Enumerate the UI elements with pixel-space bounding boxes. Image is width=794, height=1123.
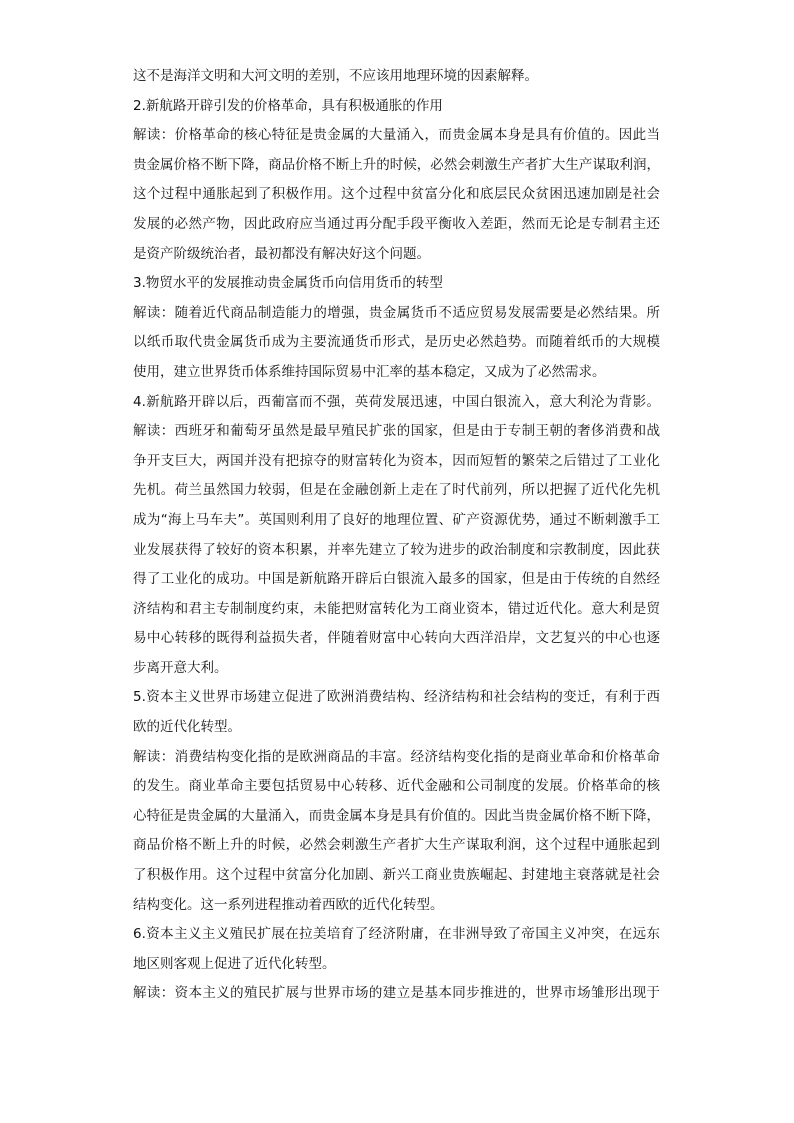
text-line: 心特征是贵金属的大量涌入，而贵金属本身是具有价值的。因此当贵金属价格不断下降， bbox=[133, 807, 660, 824]
text-line: 商品价格不断上升的时候，必然会刺激生产者扩大生产谋取利润，这个过程中通胀起到 bbox=[133, 837, 660, 854]
text-line: 使用，建立世界货币体系维持国际贸易中汇率的基本稳定，又成为了必然需求。 bbox=[133, 363, 606, 380]
text-line: 是资产阶级统治者，最初都没有解决好这个问题。 bbox=[133, 245, 430, 262]
text-line: 的发生。商业革命主要包括贸易中心转移、近代金融和公司制度的发展。价格革命的核 bbox=[133, 778, 660, 795]
text-line: 解读：资本主义的殖民扩展与世界市场的建立是基本同步推进的，世界市场雏形出现于 bbox=[133, 985, 660, 1002]
section-heading-5-cont: 欧的近代化转型。 bbox=[133, 719, 241, 736]
document-body bbox=[133, 62, 660, 1009]
text-line: 步离开意大利。 bbox=[133, 659, 228, 676]
text-line: 先机。荷兰虽然国力较弱，但是在金融创新上走在了时代前列，所以把握了近代化先机 bbox=[133, 482, 660, 499]
text-line: 成为“海上马车夫”。英国则利用了良好的地理位置、矿产资源优势，通过不断刺激手工 bbox=[133, 511, 660, 528]
text-line: 这个过程中通胀起到了积极作用。这个过程中贫富分化和底层民众贫困迅速加剧是社会 bbox=[133, 186, 660, 203]
text-line: 发展的必然产物，因此政府应当通过再分配手段平衡收入差距，然而无论是专制君主还 bbox=[133, 215, 660, 232]
text-line: 得了工业化的成功。中国是新航路开辟后白银流入最多的国家，但是由于传统的自然经 bbox=[133, 571, 660, 588]
section-heading-4: 4.新航路开辟以后，西葡富而不强，英荷发展迅速，中国白银流入，意大利沦为背影。 bbox=[133, 393, 660, 410]
text-line: 易中心转移的既得利益损失者，伴随着财富中心转向大西洋沿岸，文艺复兴的中心也逐 bbox=[133, 630, 660, 647]
text-line: 解读：价格革命的核心特征是贵金属的大量涌入，而贵金属本身是具有价值的。因此当 bbox=[133, 127, 660, 144]
text-line: 解读：随着近代商品制造能力的增强，贵金属货币不适应贸易发展需要是必然结果。所 bbox=[133, 304, 660, 321]
text-line: 贵金属价格不断下降，商品价格不断上升的时候，必然会刺激生产者扩大生产谋取利润， bbox=[133, 156, 660, 173]
text-line: 这不是海洋文明和大河文明的差别，不应该用地理环境的因素解释。 bbox=[133, 68, 538, 84]
text-line: 解读：西班牙和葡萄牙虽然是最早殖民扩张的国家，但是由于专制王朝的奢侈消费和战 bbox=[133, 423, 660, 440]
text-line: 结构变化。这一系列进程推动着西欧的近代化转型。 bbox=[133, 896, 444, 913]
text-line: 解读：消费结构变化指的是欧洲商品的丰富。经济结构变化指的是商业革命和价格革命 bbox=[133, 748, 660, 765]
text-line: 以纸币取代贵金属货币成为主要流通货币形式，是历史必然趋势。而随着纸币的大规模 bbox=[133, 334, 660, 351]
text-line: 了积极作用。这个过程中贫富分化加剧、新兴工商业贵族崛起、封建地主衰落就是社会 bbox=[133, 867, 660, 884]
section-heading-5: 5.资本主义世界市场建立促进了欧洲消费结构、经济结构和社会结构的变迁，有利于西 bbox=[133, 689, 660, 706]
text-line: 争开支巨大，两国并没有把掠夺的财富转化为资本，因而短暂的繁荣之后错过了工业化 bbox=[133, 452, 660, 469]
text-line: 济结构和君主专制制度约束，未能把财富转化为工商业资本，错过近代化。意大利是贸 bbox=[133, 600, 660, 617]
section-heading-3: 3.物贸水平的发展推动贵金属货币向信用货币的转型 bbox=[133, 275, 443, 292]
section-heading-2: 2.新航路开辟引发的价格革命，具有积极通胀的作用 bbox=[133, 97, 443, 114]
section-heading-6: 6.资本主义主义殖民扩展在拉美培育了经济附庸，在非洲导致了帝国主义冲突，在远东 bbox=[133, 926, 660, 943]
section-heading-6-cont: 地区则客观上促进了近代化转型。 bbox=[133, 955, 336, 972]
text-line: 业发展获得了较好的资本积累，并率先建立了较为进步的政治制度和宗教制度，因此获 bbox=[133, 541, 660, 558]
